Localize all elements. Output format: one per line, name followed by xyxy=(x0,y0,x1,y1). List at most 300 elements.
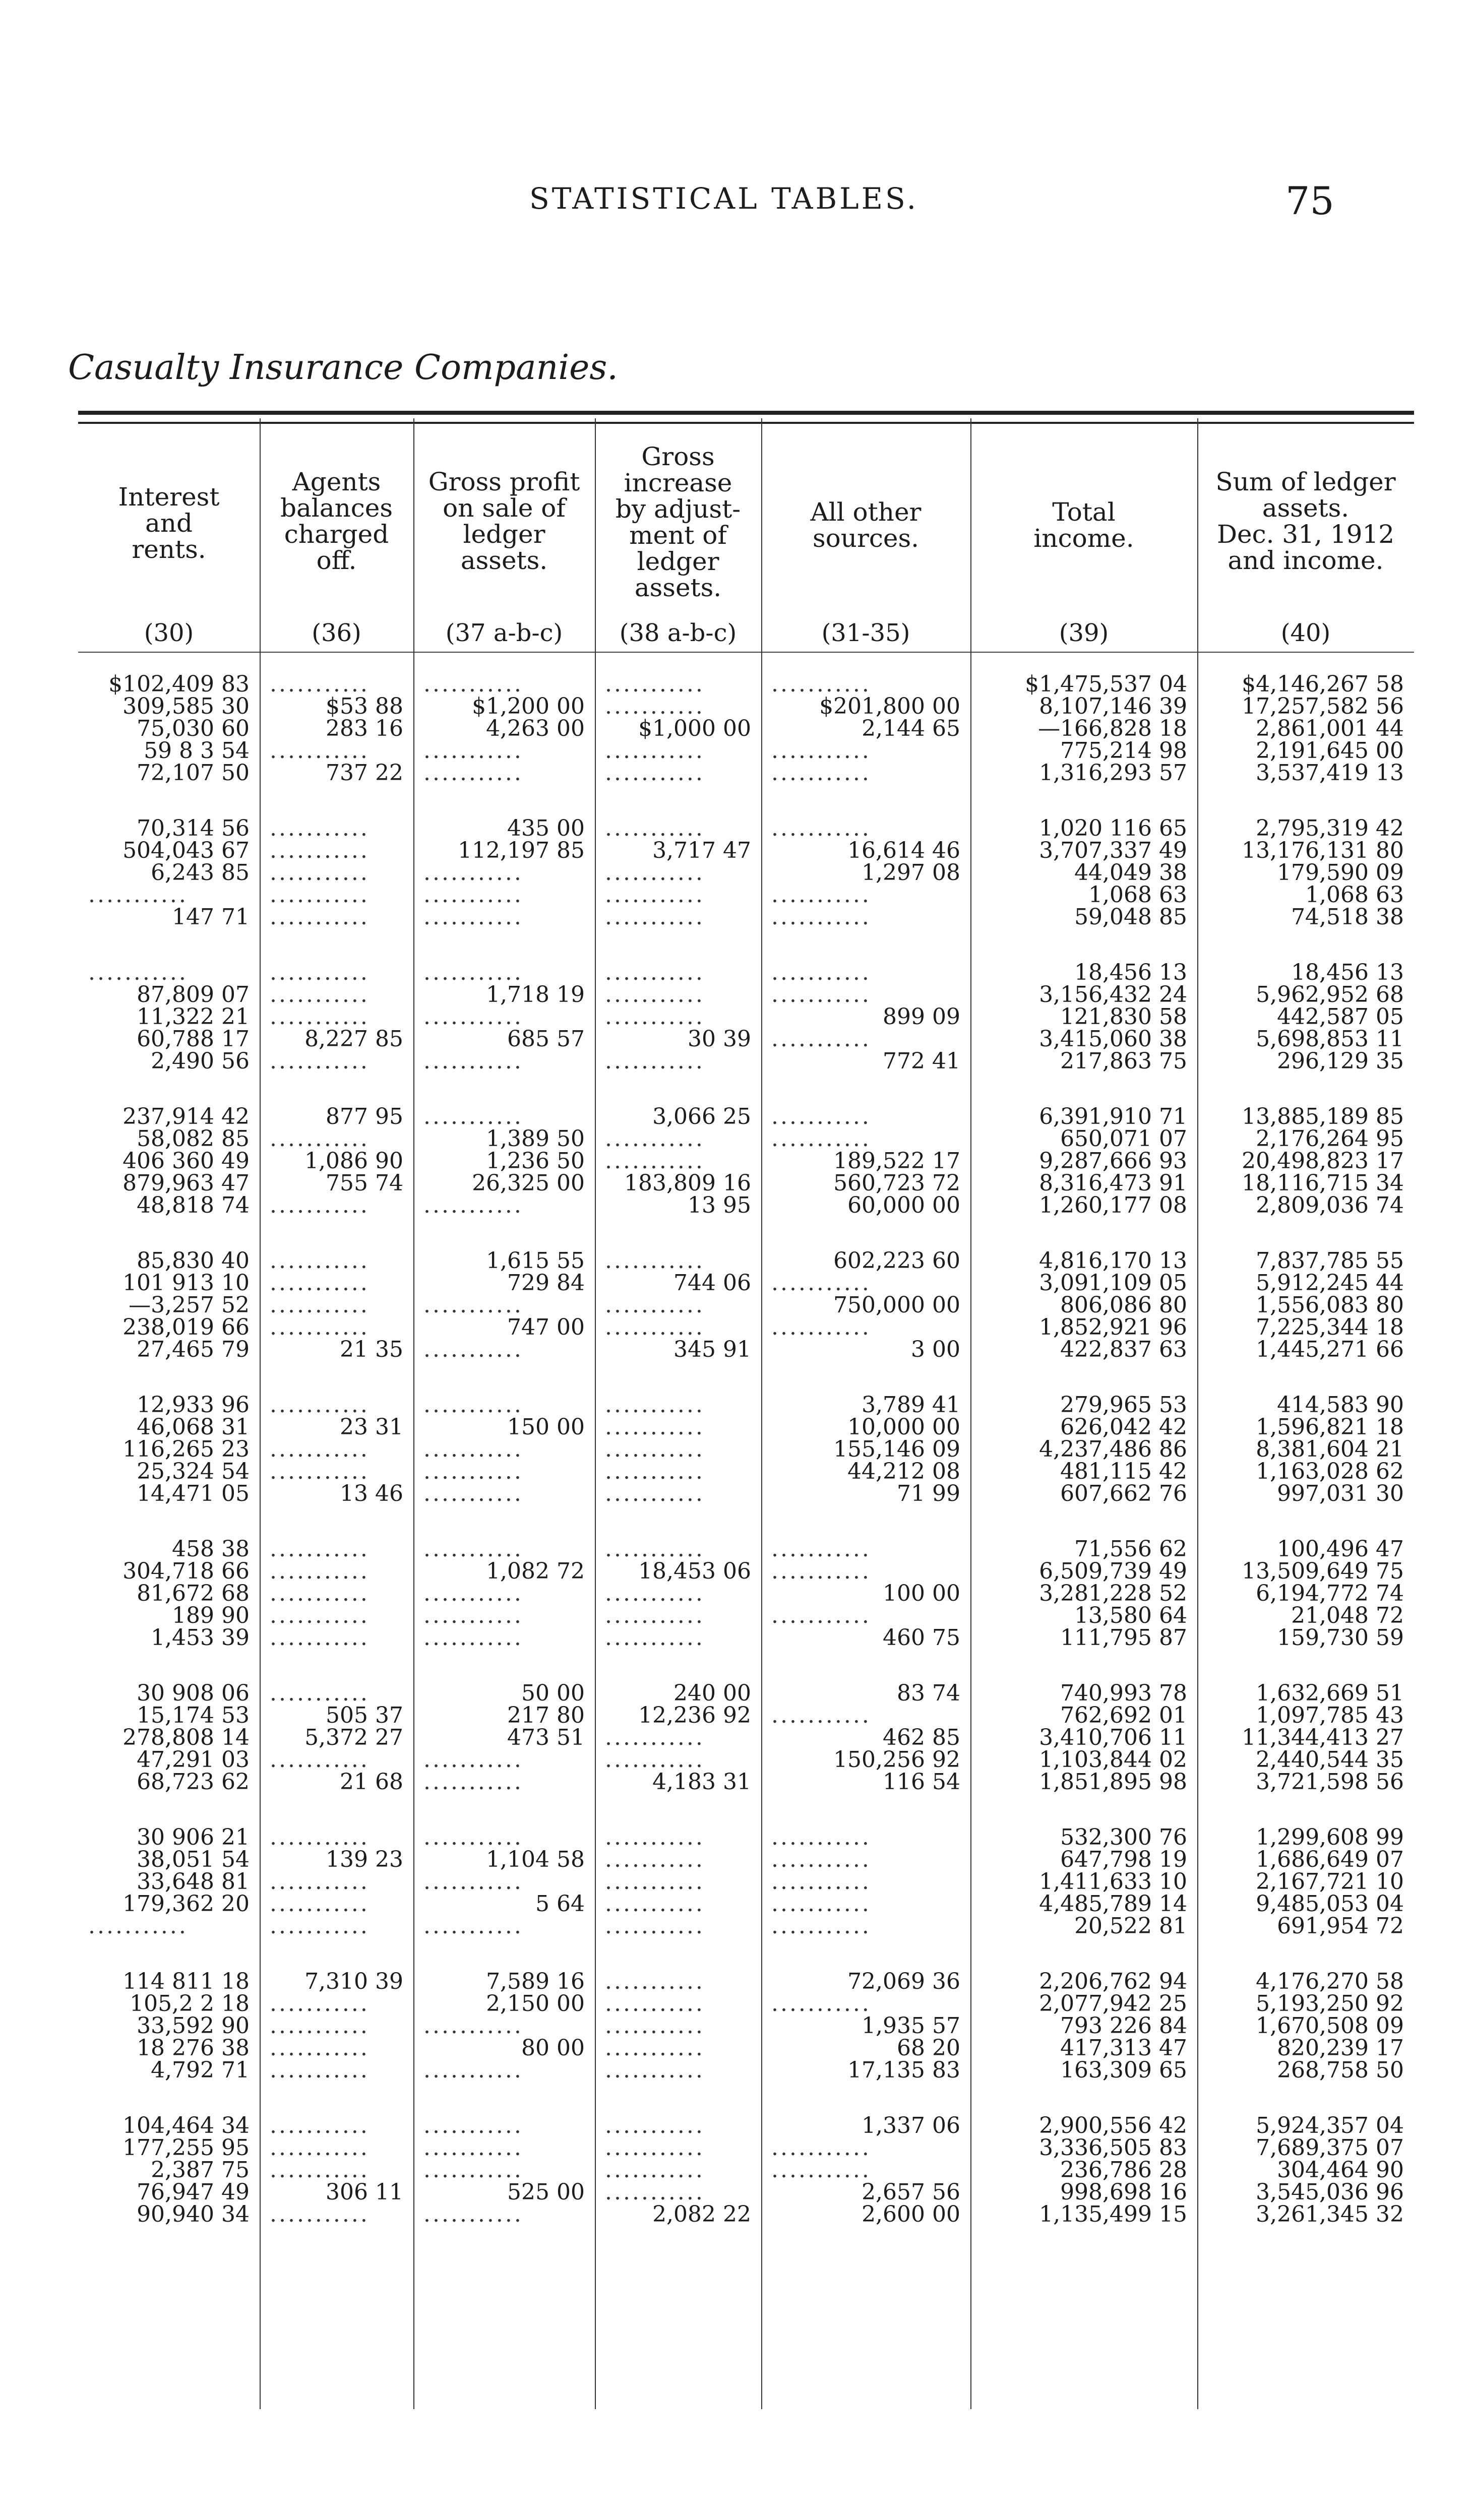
dot-leader: ........... xyxy=(605,1748,705,1772)
column-header-label: All other sources. xyxy=(810,497,922,553)
dot-leader: ........... xyxy=(605,1726,705,1749)
dot-leader: ........... xyxy=(423,1460,523,1483)
running-head xyxy=(0,178,1472,227)
table-cell: 38,051 54 xyxy=(137,1848,250,1871)
table-cell: 279,965 53 xyxy=(1060,1394,1187,1417)
table-cell: 2,150 00 xyxy=(486,1992,585,2015)
table-cell: 13,176,131 80 xyxy=(1242,839,1404,862)
table-cell: 236,786 28 xyxy=(1060,2159,1187,2182)
table-cell: 5,924,357 04 xyxy=(1256,2114,1404,2137)
table-cell: 268,758 50 xyxy=(1277,2059,1404,2082)
column-divider xyxy=(595,418,596,2409)
dot-leader: ........... xyxy=(423,2136,523,2160)
table-cell: 997,031 30 xyxy=(1277,1482,1404,1505)
dot-leader: ........... xyxy=(605,2114,705,2137)
dot-leader: ........... xyxy=(270,983,370,1006)
column-header xyxy=(413,444,595,650)
column-number: (39) xyxy=(1059,619,1109,647)
table-cell: 155,146 09 xyxy=(833,1438,960,1461)
table-cell: 2,082 22 xyxy=(652,2203,751,2226)
table-cell: 101 913 10 xyxy=(122,1272,250,1295)
dot-leader: ........... xyxy=(771,1870,871,1894)
table-cell: 1,260,177 08 xyxy=(1039,1194,1187,1217)
dot-leader: ........... xyxy=(270,1194,370,1217)
dot-leader: ........... xyxy=(771,1316,871,1339)
table-cell: 13,509,649 75 xyxy=(1242,1560,1404,1583)
table-cell: 505 37 xyxy=(326,1704,403,1727)
dot-leader: ........... xyxy=(423,1294,523,1317)
table-cell: 11,322 21 xyxy=(137,1005,250,1029)
table-cell: 6,243 85 xyxy=(151,861,250,885)
table-cell: 4,792 71 xyxy=(151,2059,250,2082)
table-cell: 1,851,895 98 xyxy=(1039,1771,1187,1794)
table-cell: 1,411,633 10 xyxy=(1039,1870,1187,1894)
dot-leader: ........... xyxy=(771,2159,871,2182)
table-cell: 1,337 06 xyxy=(862,2114,960,2137)
table-cell: 5,372 27 xyxy=(304,1726,403,1749)
table-cell: 15,174 53 xyxy=(137,1704,250,1727)
table-cell: 3,336,505 83 xyxy=(1039,2136,1187,2160)
table-cell: 71,556 62 xyxy=(1074,1538,1187,1561)
table-cell: 111,795 87 xyxy=(1060,1626,1187,1650)
table-cell: $53 88 xyxy=(326,695,403,718)
table-cell: 48,818 74 xyxy=(137,1194,250,1217)
table-cell: 406 360 49 xyxy=(122,1150,250,1173)
dot-leader: ........... xyxy=(605,1604,705,1627)
table-cell: 47,291 03 xyxy=(137,1748,250,1772)
table-cell: 1,852,921 96 xyxy=(1039,1316,1187,1339)
table-cell: 5,962,952 68 xyxy=(1256,983,1404,1006)
dot-leader: ........... xyxy=(423,762,523,785)
dot-leader: ........... xyxy=(270,1272,370,1295)
table-cell: 1,103,844 02 xyxy=(1039,1748,1187,1772)
dot-leader: ........... xyxy=(88,961,188,984)
table-cell: 9,287,666 93 xyxy=(1039,1150,1187,1173)
dot-leader: ........... xyxy=(605,2037,705,2060)
dot-leader: ........... xyxy=(605,1893,705,1916)
table-cell: 5 64 xyxy=(535,1893,585,1916)
table-cell: 3,281,228 52 xyxy=(1039,1582,1187,1605)
table-cell: 7,689,375 07 xyxy=(1256,2136,1404,2160)
table-cell: 3,261,345 32 xyxy=(1256,2203,1404,2226)
table-cell: 2,387 75 xyxy=(151,2159,250,2182)
table-cell: 7,225,344 18 xyxy=(1256,1316,1404,1339)
table-cell: 8,381,604 21 xyxy=(1256,1438,1404,1461)
dot-leader: ........... xyxy=(423,1194,523,1217)
table-cell: 2,861,001 44 xyxy=(1256,717,1404,740)
dot-leader: ........... xyxy=(423,1050,523,1073)
table-cell: 304,718 66 xyxy=(122,1560,250,1583)
table-cell: 147 71 xyxy=(172,906,250,929)
table-cell: 442,587 05 xyxy=(1277,1005,1404,1029)
table-cell: 20,522 81 xyxy=(1074,1915,1187,1938)
table-cell: 17,257,582 56 xyxy=(1242,695,1404,718)
table-cell: 159,730 59 xyxy=(1277,1626,1404,1650)
table-cell: 13,885,189 85 xyxy=(1242,1105,1404,1128)
dot-leader: ........... xyxy=(423,2159,523,2182)
dot-leader: ........... xyxy=(771,1915,871,1938)
table-cell: 1,445,271 66 xyxy=(1256,1338,1404,1361)
dot-leader: ........... xyxy=(88,884,188,907)
dot-leader: ........... xyxy=(270,1748,370,1772)
dot-leader: ........... xyxy=(771,1848,871,1871)
dot-leader: ........... xyxy=(270,884,370,907)
dot-leader: ........... xyxy=(270,1915,370,1938)
table-cell: 33,592 90 xyxy=(137,2014,250,2038)
table-cell: 1,316,293 57 xyxy=(1039,762,1187,785)
column-header-label: Sum of ledger assets. Dec. 31, 1912 and income. xyxy=(1215,467,1396,575)
dot-leader: ........... xyxy=(423,1482,523,1505)
dot-leader: ........... xyxy=(423,1005,523,1029)
table-cell: 4,183 31 xyxy=(652,1771,751,1794)
dot-leader: ........... xyxy=(605,2014,705,2038)
dot-leader: ........... xyxy=(270,906,370,929)
dot-leader: ........... xyxy=(270,1893,370,1916)
table-cell: 60,000 00 xyxy=(847,1194,960,1217)
dot-leader: ........... xyxy=(270,1316,370,1339)
dot-leader: ........... xyxy=(605,1150,705,1173)
column-header-label: Interest and rents. xyxy=(118,482,220,564)
dot-leader: ........... xyxy=(270,2114,370,2137)
column-header xyxy=(595,444,761,650)
dot-leader: ........... xyxy=(423,739,523,763)
column-header-label: Gross increase by adjust- ment of ledger assets. xyxy=(615,442,741,602)
table-cell: 3,410,706 11 xyxy=(1039,1726,1187,1749)
dot-leader: ........... xyxy=(771,906,871,929)
table-cell: 59 8 3 54 xyxy=(144,739,250,763)
dot-leader: ........... xyxy=(88,1915,188,1938)
dot-leader: ........... xyxy=(605,1294,705,1317)
table-cell: 18,456 13 xyxy=(1291,961,1404,984)
dot-leader: ........... xyxy=(771,1893,871,1916)
header-bottom-rule xyxy=(78,652,1414,653)
table-cell: 87,809 07 xyxy=(137,983,250,1006)
table-cell: 13 95 xyxy=(688,1194,751,1217)
table-cell: 1,453 39 xyxy=(151,1626,250,1650)
dot-leader: ........... xyxy=(605,1416,705,1439)
dot-leader: ........... xyxy=(771,983,871,1006)
table-cell: 150,256 92 xyxy=(833,1748,960,1772)
table-cell: 304,464 90 xyxy=(1277,2159,1404,2182)
table-cell: 75,030 60 xyxy=(137,717,250,740)
dot-leader: ........... xyxy=(423,2059,523,2082)
table-cell: 1,615 55 xyxy=(486,1249,585,1273)
dot-leader: ........... xyxy=(270,2136,370,2160)
table-cell: 72,107 50 xyxy=(137,762,250,785)
dot-leader: ........... xyxy=(423,1748,523,1772)
dot-leader: ........... xyxy=(771,1538,871,1561)
dot-leader: ........... xyxy=(423,1626,523,1650)
dot-leader: ........... xyxy=(270,1560,370,1583)
dot-leader: ........... xyxy=(771,884,871,907)
column-header xyxy=(970,444,1197,650)
dot-leader: ........... xyxy=(270,2037,370,2060)
column-divider xyxy=(970,418,971,2409)
table-cell: 820,239 17 xyxy=(1277,2037,1404,2060)
column-number: (37 a-b-c) xyxy=(445,619,563,647)
table-cell: 772 41 xyxy=(883,1050,960,1073)
table-cell: 12,236 92 xyxy=(638,1704,751,1727)
table-cell: 3,156,432 24 xyxy=(1039,983,1187,1006)
table-cell: 44,049 38 xyxy=(1074,861,1187,885)
dot-leader: ........... xyxy=(605,695,705,718)
column-header xyxy=(1197,444,1414,650)
top-double-rule-thin xyxy=(78,422,1414,424)
dot-leader: ........... xyxy=(605,2059,705,2082)
table-cell: 27,465 79 xyxy=(137,1338,250,1361)
table-cell: 217 80 xyxy=(507,1704,585,1727)
table-cell: 879,963 47 xyxy=(122,1172,250,1195)
column-number: (40) xyxy=(1280,619,1331,647)
dot-leader: ........... xyxy=(605,673,705,696)
table-cell: 9,485,053 04 xyxy=(1256,1893,1404,1916)
dot-leader: ........... xyxy=(423,861,523,885)
dot-leader: ........... xyxy=(423,1105,523,1128)
dot-leader: ........... xyxy=(771,739,871,763)
dot-leader: ........... xyxy=(270,2159,370,2182)
dot-leader: ........... xyxy=(605,1582,705,1605)
table-cell: 3,545,036 96 xyxy=(1256,2181,1404,2204)
dot-leader: ........... xyxy=(605,884,705,907)
table-cell: 71 99 xyxy=(897,1482,960,1505)
table-cell: 1,686,649 07 xyxy=(1256,1848,1404,1871)
dot-leader: ........... xyxy=(423,906,523,929)
table-cell: 4,485,789 14 xyxy=(1039,1893,1187,1916)
dot-leader: ........... xyxy=(605,817,705,840)
table-cell: 626,042 42 xyxy=(1060,1416,1187,1439)
table-cell: 309,585 30 xyxy=(122,695,250,718)
dot-leader: ........... xyxy=(605,1482,705,1505)
table-cell: $102,409 83 xyxy=(108,673,250,696)
table-cell: 7,837,785 55 xyxy=(1256,1249,1404,1273)
table-cell: 560,723 72 xyxy=(833,1172,960,1195)
dot-leader: ........... xyxy=(605,1915,705,1938)
table-cell: 163,309 65 xyxy=(1060,2059,1187,2082)
dot-leader: ........... xyxy=(605,1050,705,1073)
column-header-label: Total income. xyxy=(1033,497,1134,553)
table-cell: 4,263 00 xyxy=(486,717,585,740)
dot-leader: ........... xyxy=(605,861,705,885)
table-cell: 6,391,910 71 xyxy=(1039,1105,1187,1128)
dot-leader: ........... xyxy=(771,673,871,696)
dot-leader: ........... xyxy=(771,1272,871,1295)
table-cell: 33,648 81 xyxy=(137,1870,250,1894)
table-cell: 1,236 50 xyxy=(486,1150,585,1173)
table-cell: 1,632,669 51 xyxy=(1256,1682,1404,1705)
table-cell: 189 90 xyxy=(172,1604,250,1627)
table-cell: 179,362 20 xyxy=(122,1893,250,1916)
table-cell: 998,698 16 xyxy=(1060,2181,1187,2204)
dot-leader: ........... xyxy=(270,1460,370,1483)
dot-leader: ........... xyxy=(270,2059,370,2082)
table-cell: 2,206,762 94 xyxy=(1039,1970,1187,1993)
dot-leader: ........... xyxy=(771,1704,871,1727)
column-number: (31-35) xyxy=(821,619,910,647)
table-cell: 8,227 85 xyxy=(304,1028,403,1051)
table-cell: 3,415,060 38 xyxy=(1039,1028,1187,1051)
table-cell: 2,191,645 00 xyxy=(1256,739,1404,763)
table-cell: 50 00 xyxy=(521,1682,585,1705)
table-cell: 532,300 76 xyxy=(1060,1826,1187,1849)
table-cell: 417,313 47 xyxy=(1060,2037,1187,2060)
table-cell: 116,265 23 xyxy=(122,1438,250,1461)
table-cell: 525 00 xyxy=(507,2181,585,2204)
dot-leader: ........... xyxy=(605,961,705,984)
dot-leader: ........... xyxy=(771,1105,871,1128)
table-cell: 685 57 xyxy=(507,1028,585,1051)
dot-leader: ........... xyxy=(771,1028,871,1051)
dot-leader: ........... xyxy=(423,961,523,984)
column-number: (38 a-b-c) xyxy=(619,619,737,647)
table-cell: 2,176,264 95 xyxy=(1256,1127,1404,1151)
table-cell: 462 85 xyxy=(883,1726,960,1749)
dot-leader: ........... xyxy=(605,1005,705,1029)
dot-leader: ........... xyxy=(270,1249,370,1273)
dot-leader: ........... xyxy=(423,2114,523,2137)
table-cell: 217,863 75 xyxy=(1060,1050,1187,1073)
dot-leader: ........... xyxy=(270,1826,370,1849)
table-cell: $1,200 00 xyxy=(472,695,585,718)
table-cell: 21 35 xyxy=(340,1338,403,1361)
table-cell: 76,947 49 xyxy=(137,2181,250,2204)
table-cell: 150 00 xyxy=(507,1416,585,1439)
table-cell: 1,389 50 xyxy=(486,1127,585,1151)
table-cell: 1,086 90 xyxy=(304,1150,403,1173)
dot-leader: ........... xyxy=(605,1394,705,1417)
table-cell: 116 54 xyxy=(883,1771,960,1794)
table-cell: 7,589 16 xyxy=(486,1970,585,1993)
dot-leader: ........... xyxy=(270,739,370,763)
table-cell: 46,068 31 xyxy=(137,1416,250,1439)
table-cell: 3,721,598 56 xyxy=(1256,1771,1404,1794)
table-cell: 4,176,270 58 xyxy=(1256,1970,1404,1993)
running-title: STATISTICAL TABLES. xyxy=(529,181,919,216)
table-cell: 85,830 40 xyxy=(137,1249,250,1273)
table-cell: 8,107,146 39 xyxy=(1039,695,1187,718)
column-header-label: Gross profit on sale of ledger assets. xyxy=(428,467,580,575)
dot-leader: ........... xyxy=(605,2159,705,2182)
column-number: (30) xyxy=(144,619,194,647)
table-cell: 2,900,556 42 xyxy=(1039,2114,1187,2137)
dot-leader: ........... xyxy=(605,762,705,785)
dot-leader: ........... xyxy=(771,1604,871,1627)
dot-leader: ........... xyxy=(605,2181,705,2204)
table-cell: 877 95 xyxy=(326,1105,403,1128)
table-cell: 100,496 47 xyxy=(1277,1538,1404,1561)
column-divider xyxy=(413,418,414,2409)
table-cell: 806,086 80 xyxy=(1060,1294,1187,1317)
table-cell: 729 84 xyxy=(507,1272,585,1295)
top-double-rule-thick xyxy=(78,411,1414,415)
table-cell: 11,344,413 27 xyxy=(1242,1726,1404,1749)
table-cell: 30 39 xyxy=(688,1028,751,1051)
dot-leader: ........... xyxy=(771,1826,871,1849)
dot-leader: ........... xyxy=(270,839,370,862)
table-cell: 3,066 25 xyxy=(652,1105,751,1128)
table-cell: 4,816,170 13 xyxy=(1039,1249,1187,1273)
table-cell: 504,043 67 xyxy=(122,839,250,862)
table-cell: 18 276 38 xyxy=(137,2037,250,2060)
table-cell: 18,453 06 xyxy=(638,1560,751,1583)
table-cell: 44,212 08 xyxy=(847,1460,960,1483)
table-cell: 2,440,544 35 xyxy=(1256,1748,1404,1772)
table-cell: 81,672 68 xyxy=(137,1582,250,1605)
dot-leader: ........... xyxy=(605,906,705,929)
table-cell: 647,798 19 xyxy=(1060,1848,1187,1871)
table-cell: 750,000 00 xyxy=(833,1294,960,1317)
table-cell: 20,498,823 17 xyxy=(1242,1150,1404,1173)
table-cell: 283 16 xyxy=(326,717,403,740)
dot-leader: ........... xyxy=(423,1915,523,1938)
table-cell: 13,580 64 xyxy=(1074,1604,1187,1627)
table-cell: 1,718 19 xyxy=(486,983,585,1006)
dot-leader: ........... xyxy=(423,673,523,696)
page-number: 75 xyxy=(1285,178,1334,223)
table-cell: 1,299,608 99 xyxy=(1256,1826,1404,1849)
table-cell: 21,048 72 xyxy=(1291,1604,1404,1627)
dot-leader: ........... xyxy=(270,2203,370,2226)
table-cell: 58,082 85 xyxy=(137,1127,250,1151)
table-cell: 1,097,785 43 xyxy=(1256,1704,1404,1727)
dot-leader: ........... xyxy=(270,1294,370,1317)
table-cell: 139 23 xyxy=(326,1848,403,1871)
table-cell: 5,698,853 11 xyxy=(1256,1028,1404,1051)
dot-leader: ........... xyxy=(423,1394,523,1417)
table-cell: 607,662 76 xyxy=(1060,1482,1187,1505)
table-cell: 747 00 xyxy=(507,1316,585,1339)
table-cell: 105,2 2 18 xyxy=(130,1992,250,2015)
dot-leader: ........... xyxy=(771,1560,871,1583)
table-cell: 2,167,721 10 xyxy=(1256,1870,1404,1894)
dot-leader: ........... xyxy=(270,1394,370,1417)
table-cell: $1,475,537 04 xyxy=(1025,673,1187,696)
table-cell: 306 11 xyxy=(326,2181,403,2204)
table-cell: 80 00 xyxy=(521,2037,585,2060)
table-cell: 1,556,083 80 xyxy=(1256,1294,1404,1317)
dot-leader: ........... xyxy=(270,2014,370,2038)
table-cell: 14,471 05 xyxy=(137,1482,250,1505)
table-cell: 1,068 63 xyxy=(1305,884,1404,907)
dot-leader: ........... xyxy=(270,1050,370,1073)
dot-leader: ........... xyxy=(605,1870,705,1894)
dot-leader: ........... xyxy=(423,2014,523,2038)
table-cell: 17,135 83 xyxy=(847,2059,960,2082)
table-cell: 4,237,486 86 xyxy=(1039,1438,1187,1461)
table-cell: 177,255 95 xyxy=(122,2136,250,2160)
dot-leader: ........... xyxy=(270,1438,370,1461)
table-cell: 2,600 00 xyxy=(862,2203,960,2226)
table-cell: $201,800 00 xyxy=(819,695,960,718)
table-cell: 6,509,739 49 xyxy=(1039,1560,1187,1583)
column-divider xyxy=(260,418,261,2409)
dot-leader: ........... xyxy=(423,1582,523,1605)
dot-leader: ........... xyxy=(771,817,871,840)
table-cell: 481,115 42 xyxy=(1060,1460,1187,1483)
dot-leader: ........... xyxy=(605,2136,705,2160)
table-cell: 602,223 60 xyxy=(833,1249,960,1273)
table-cell: 691,954 72 xyxy=(1277,1915,1404,1938)
table-cell: 1,935 57 xyxy=(862,2014,960,2038)
table-cell: 762,692 01 xyxy=(1060,1704,1187,1727)
table-cell: $1,000 00 xyxy=(638,717,751,740)
table-cell: —3,257 52 xyxy=(129,1294,250,1317)
table-cell: 189,522 17 xyxy=(833,1150,960,1173)
column-number: (36) xyxy=(312,619,361,647)
dot-leader: ........... xyxy=(270,1682,370,1705)
table-cell: 70,314 56 xyxy=(137,817,250,840)
dot-leader: ........... xyxy=(771,1127,871,1151)
dot-leader: ........... xyxy=(605,1249,705,1273)
